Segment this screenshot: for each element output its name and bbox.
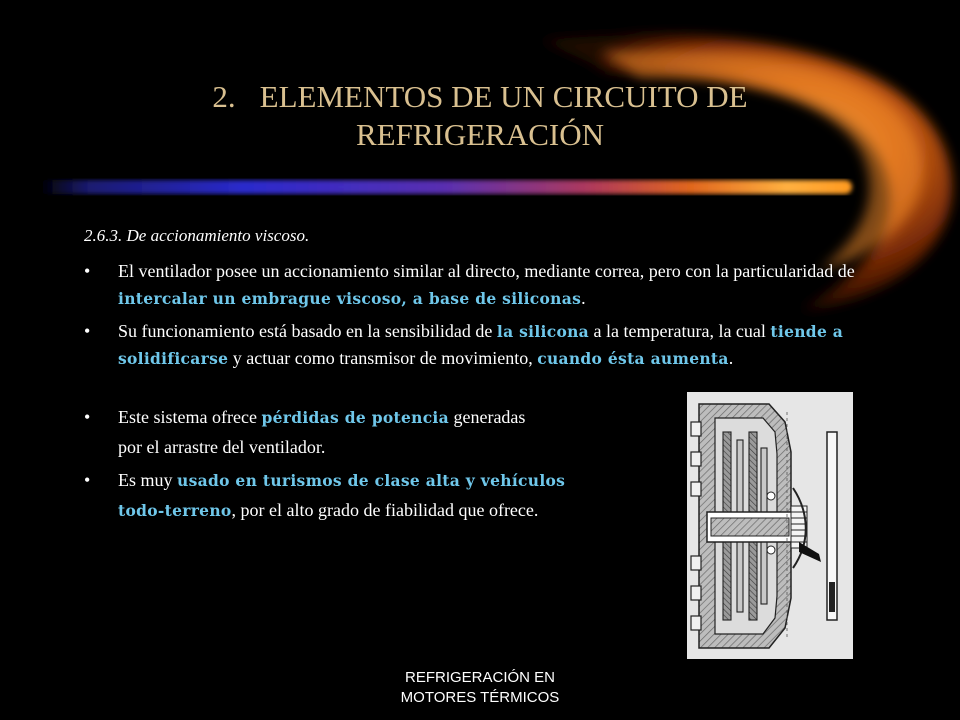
footer-line-2: MOTORES TÉRMICOS bbox=[400, 689, 560, 706]
bullet-text bbox=[118, 318, 870, 372]
bullet-2-text-c: y actuar como transmisor de movimiento, bbox=[228, 348, 538, 368]
bullet-2-text-b: a la temperatura, la cual bbox=[589, 321, 771, 341]
bullet-4-line-2 bbox=[118, 497, 538, 524]
bullet-dot: • bbox=[84, 470, 91, 490]
footer-line-1: REFRIGERACIÓN EN bbox=[404, 669, 555, 686]
bullet-1-end: . bbox=[581, 288, 586, 308]
section-subtitle: 2.6.3. De accionamiento viscoso. bbox=[84, 226, 310, 245]
bullet-2-highlight-a: la silicona bbox=[496, 322, 590, 341]
bullet-1-text: El ventilador posee un accionamiento similar al directo, mediante correa, pero con la particularidad de bbox=[118, 261, 855, 281]
slide-title bbox=[120, 78, 840, 154]
bullet-text bbox=[118, 258, 870, 312]
bullet-4-highlight: usado en turismos de clase alta y vehículos bbox=[177, 471, 566, 490]
bullet-2-highlight-c: cuando ésta aumenta bbox=[537, 349, 729, 368]
title-line-1 bbox=[120, 78, 840, 116]
slide-footer bbox=[340, 668, 620, 708]
bullet-3-end: generadas bbox=[448, 407, 526, 427]
bullet-dot: • bbox=[84, 261, 91, 281]
bullet-3-highlight: pérdidas de potencia bbox=[261, 408, 449, 427]
bullet-4-highlight-2: todo-terreno bbox=[118, 501, 232, 520]
bullet-1-highlight: intercalar un embrague viscoso, a base de siliconas bbox=[118, 289, 582, 308]
bullet-2-highlight-b: tiende a solidificarse bbox=[118, 322, 844, 368]
bullet-3-text: Este sistema ofrece bbox=[118, 407, 262, 427]
title-number: 2. bbox=[212, 79, 236, 114]
bullet-2-end: . bbox=[728, 348, 734, 368]
title-text: ELEMENTOS DE UN CIRCUITO DE bbox=[259, 79, 748, 114]
viscous-clutch-diagram bbox=[687, 392, 853, 659]
title-line-2: REFRIGERACIÓN bbox=[355, 117, 604, 152]
bullet-4-text: Es muy bbox=[118, 470, 178, 490]
bullet-dot: • bbox=[84, 321, 91, 341]
bullet-dot: • bbox=[84, 407, 91, 427]
bullet-4-end: , por el alto grado de fiabilidad que ofrece. bbox=[231, 500, 539, 520]
bullet-2-text-a: Su funcionamiento está basado en la sensibilidad de bbox=[118, 321, 497, 341]
bullet-3-line-2: por el arrastre del ventilador. bbox=[118, 437, 326, 457]
